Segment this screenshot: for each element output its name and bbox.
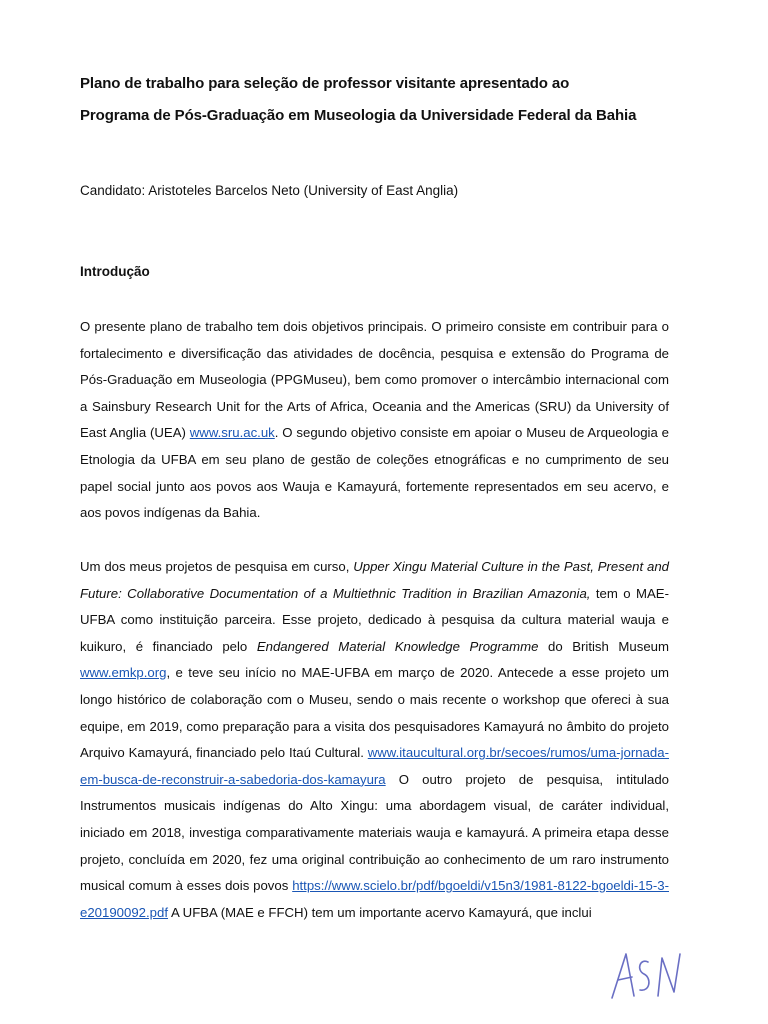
paragraph-2 — [80, 554, 669, 926]
link-emkp[interactable]: www.emkp.org — [80, 665, 167, 681]
paragraph-1-text-a: O presente plano de trabalho tem dois objetivos principais. O primeiro consiste em contribuir para o fortalecimento e diversificação das atividades de docência, pesquisa e extensão do Programa de Pós-Graduação em Museologia (PPGMuseu), bem como promover o intercâmbio internacional com a Sainsbury Research Unit for the Arts of Africa, Oceania and the Americas (SRU) da University of East Anglia (UEA) — [80, 319, 669, 441]
candidate-line: Candidato: Aristoteles Barcelos Neto (University of East Anglia) — [80, 183, 459, 198]
paragraph-2-text-a: Um dos meus projetos de pesquisa em curso, — [80, 559, 354, 574]
paragraph-2-text-f: A UFBA (MAE e FFCH) tem um importante acervo Kamayurá, que inclui — [168, 904, 592, 920]
section-heading-introducao: Introdução — [80, 264, 150, 279]
document-title — [80, 68, 680, 132]
title-line-1: Plano de trabalho para seleção de professor visitante apresentado ao — [80, 75, 570, 92]
handwritten-signature — [600, 940, 690, 1010]
link-sru[interactable]: www.sru.ac.uk — [189, 425, 275, 441]
paragraph-1-text-b: . O segundo objetivo consiste em apoiar o Museu de Arqueologia e Etnologia da UFBA em seu plano de gestão de coleções etnográficas e no cumprimento de seu papel social junto aos povos aos Wauja e Kamayurá, fortemente representados em seu acervo, e aos povos indígenas da Bahia. — [80, 425, 669, 521]
programme-name-italic: Endangered Material Knowledge Programme — [256, 638, 539, 654]
paragraph-2-text-b: tem o MAE-UFBA como instituição parceira. Esse projeto, dedicado à pesquisa da cultura material wauja e kuikuro, é financiado pelo — [80, 585, 669, 654]
paragraph-2-text-e: O outro projeto de pesquisa, intitulado Instrumentos musicais indígenas do Alto Xingu: uma abordagem visual, de caráter individual, iniciado em 2018, investiga comparativamente materiais wauja e kamayurá. A primeira etapa desse projeto, concluída em 2020, fez uma original contribuição ao conhecimento de um raro instrumento musical comum à esses dois povos — [80, 771, 669, 894]
paragraph-2-text-c: do British Museum — [538, 638, 669, 654]
paragraph-1 — [80, 314, 669, 527]
link-itaucultural[interactable]: www.itaucultural.org.br/secoes/rumos/uma-jornada-em-busca-de-reconstruir-a-sabedoria-dos-kamayura — [80, 745, 669, 787]
paragraph-2-text-d: , e teve seu início no MAE-UFBA em março de 2020. Antecede a esse projeto um longo histórico de colaboração com o Museu, sendo o mais recente o workshop que ofereci à sua equipe, em 2019, como preparação para a visita dos pesquisadores Kamayurá no âmbito do projeto Arquivo Kamayurá, financiado pelo Itaú Cultural. — [80, 665, 669, 761]
project-title-italic: Upper Xingu Material Culture in the Past, Present and Future: Collaborative Documentation of a Multiethnic Tradition in Brazilian Amazonia, — [80, 559, 669, 601]
link-scielo[interactable]: https://www.scielo.br/pdf/bgoeldi/v15n3/1981-8122-bgoeldi-15-3-e20190092.pdf — [80, 878, 669, 920]
title-line-2: Programa de Pós-Graduação em Museologia da Universidade Federal da Bahia — [80, 107, 637, 124]
